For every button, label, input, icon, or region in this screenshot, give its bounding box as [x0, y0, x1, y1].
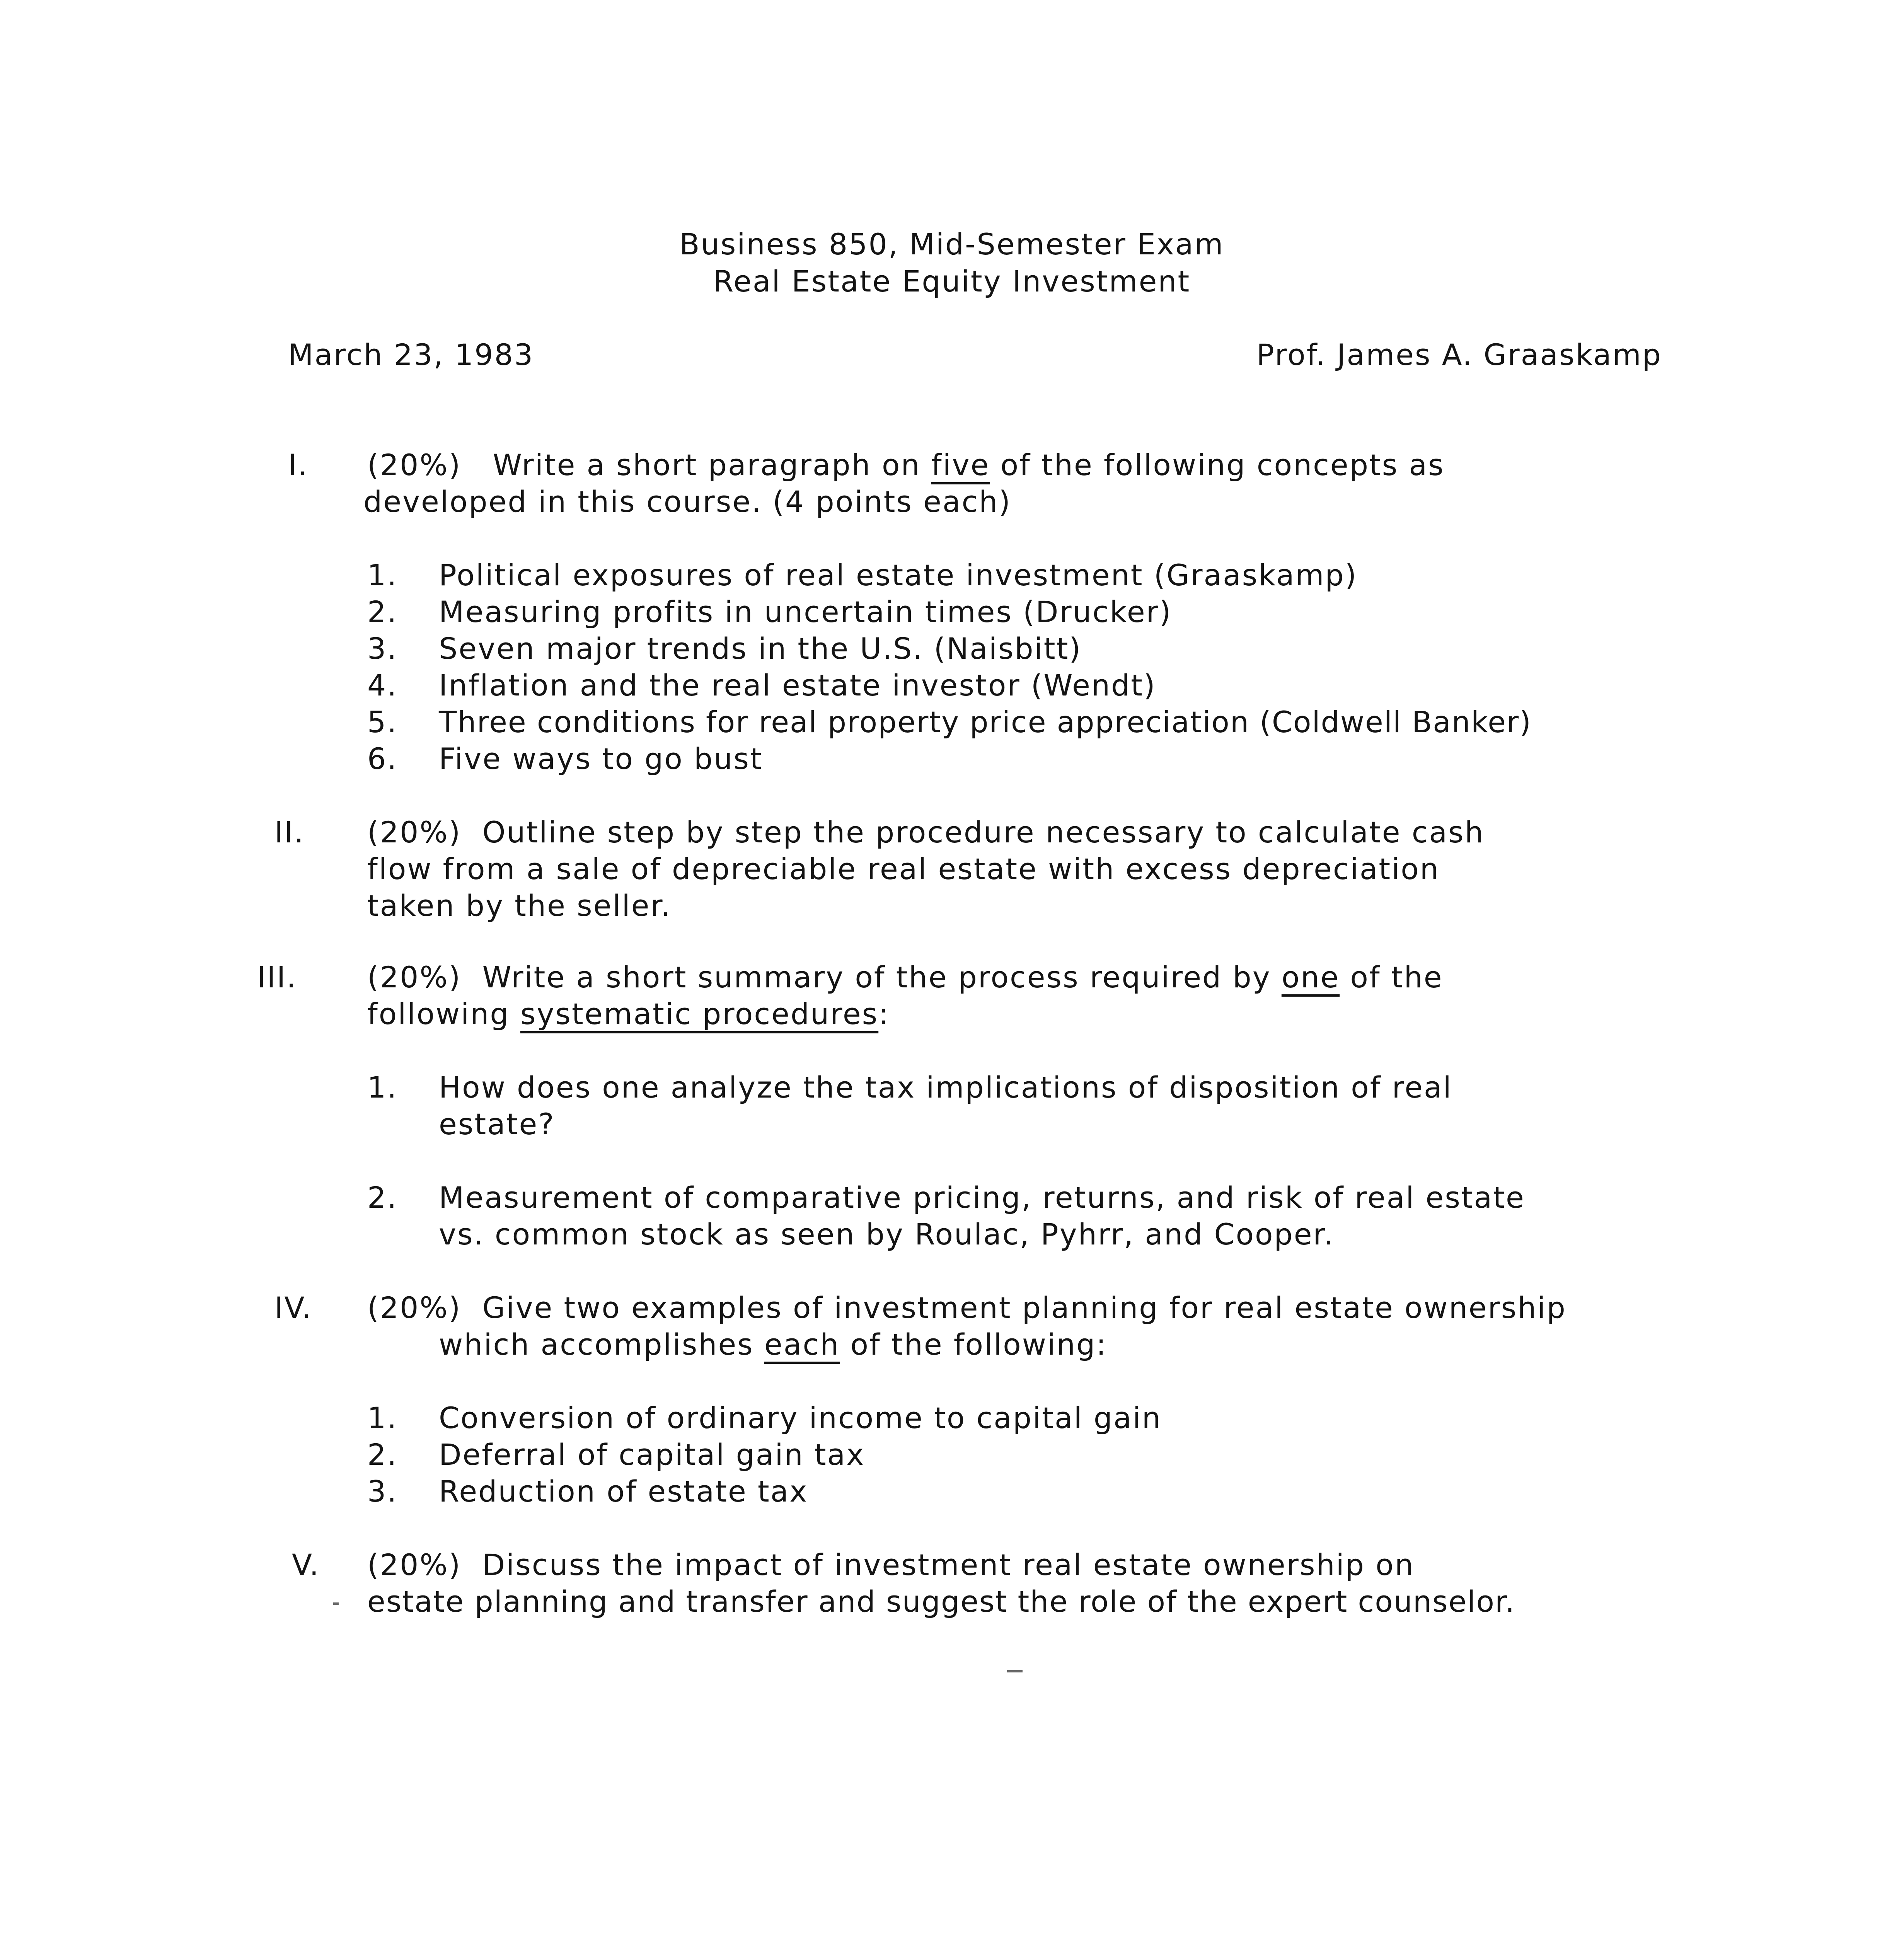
text-run: which accomplishes [439, 1327, 764, 1362]
exam-title: Business 850, Mid-Semester Exam [679, 227, 1224, 261]
question-weight: (20%) [367, 1290, 462, 1325]
text-run: : [878, 997, 890, 1031]
question-number: V. [292, 1548, 320, 1582]
question-3-line-1 [367, 959, 1443, 995]
question-number: III. [257, 960, 297, 994]
underlined-word: one [1281, 960, 1340, 994]
item-number: 1. [367, 1401, 398, 1435]
item-number: 6. [367, 741, 398, 776]
item-number: 2. [367, 595, 398, 629]
question-2-line-2: flow from a sale of depreciable real estate with excess depreciation [367, 852, 1440, 886]
question-number: II. [274, 815, 305, 849]
exam-subtitle: Real Estate Equity Investment [713, 264, 1191, 298]
item-text: How does one analyze the tax implications of disposition of real [439, 1070, 1452, 1105]
question-weight: (20%) [367, 1548, 462, 1582]
question-2-line-1 [367, 814, 1485, 851]
exam-date: March 23, 1983 [288, 338, 534, 372]
question-number: I. [288, 448, 309, 482]
question-3-line-2 [367, 995, 890, 1032]
text-run: of the following concepts as [990, 448, 1445, 482]
item-text: Seven major trends in the U.S. (Naisbitt) [439, 631, 1082, 666]
item-number: 3. [367, 1474, 398, 1509]
text-run: of the [1340, 960, 1443, 994]
item-number: 5. [367, 705, 398, 739]
question-weight: (20%) [367, 815, 462, 849]
underlined-phrase: systematic procedures [520, 997, 879, 1031]
item-text: Measuring profits in uncertain times (Drucker) [439, 595, 1172, 629]
text-run: following [367, 997, 520, 1031]
scan-mark [333, 1602, 339, 1605]
question-5-line-2: estate planning and transfer and suggest the role of the expert counselor. [367, 1584, 1515, 1619]
item-number: 4. [367, 668, 398, 702]
text-run: Outline step by step the procedure necessary to calculate cash [482, 815, 1485, 849]
item-text: Measurement of comparative pricing, returns, and risk of real estate [439, 1180, 1525, 1215]
underlined-word: five [931, 448, 990, 482]
item-text: Deferral of capital gain tax [439, 1437, 865, 1472]
item-number: 1. [367, 1070, 398, 1105]
text-run: Give two examples of investment planning for real estate ownership [482, 1290, 1566, 1325]
question-5-line-1 [367, 1546, 1415, 1583]
item-text: Inflation and the real estate investor (Wendt) [439, 668, 1156, 702]
text-run: of the following: [840, 1327, 1108, 1362]
item-text: vs. common stock as seen by Roulac, Pyhrr, and Cooper. [439, 1217, 1334, 1251]
question-weight: (20%) [367, 448, 462, 482]
question-weight: (20%) [367, 960, 462, 994]
item-number: 2. [367, 1437, 398, 1472]
item-text: Reduction of estate tax [439, 1474, 808, 1509]
question-1-line-1 [367, 447, 1445, 483]
question-1-line-2: developed in this course. (4 points each) [363, 484, 1012, 519]
item-number: 1. [367, 558, 398, 592]
question-number: IV. [274, 1290, 312, 1325]
question-4-line-2 [439, 1326, 1107, 1363]
text-run: Write a short paragraph on [493, 448, 931, 482]
item-text: Three conditions for real property price appreciation (Coldwell Banker) [439, 705, 1532, 739]
item-number: 3. [367, 631, 398, 666]
item-text: Political exposures of real estate investment (Graaskamp) [439, 558, 1358, 592]
scan-mark [1007, 1670, 1023, 1672]
item-text: Five ways to go bust [439, 741, 763, 776]
text-run: Write a short summary of the process required by [482, 960, 1282, 994]
text-run: Discuss the impact of investment real estate ownership on [482, 1548, 1415, 1582]
item-text: Conversion of ordinary income to capital gain [439, 1401, 1162, 1435]
professor-name: Prof. James A. Graaskamp [1256, 338, 1662, 372]
question-4-line-1 [367, 1289, 1566, 1326]
question-2-line-3: taken by the seller. [367, 888, 672, 923]
underlined-word: each [764, 1327, 840, 1362]
item-text: estate? [439, 1107, 555, 1141]
item-number: 2. [367, 1180, 398, 1215]
